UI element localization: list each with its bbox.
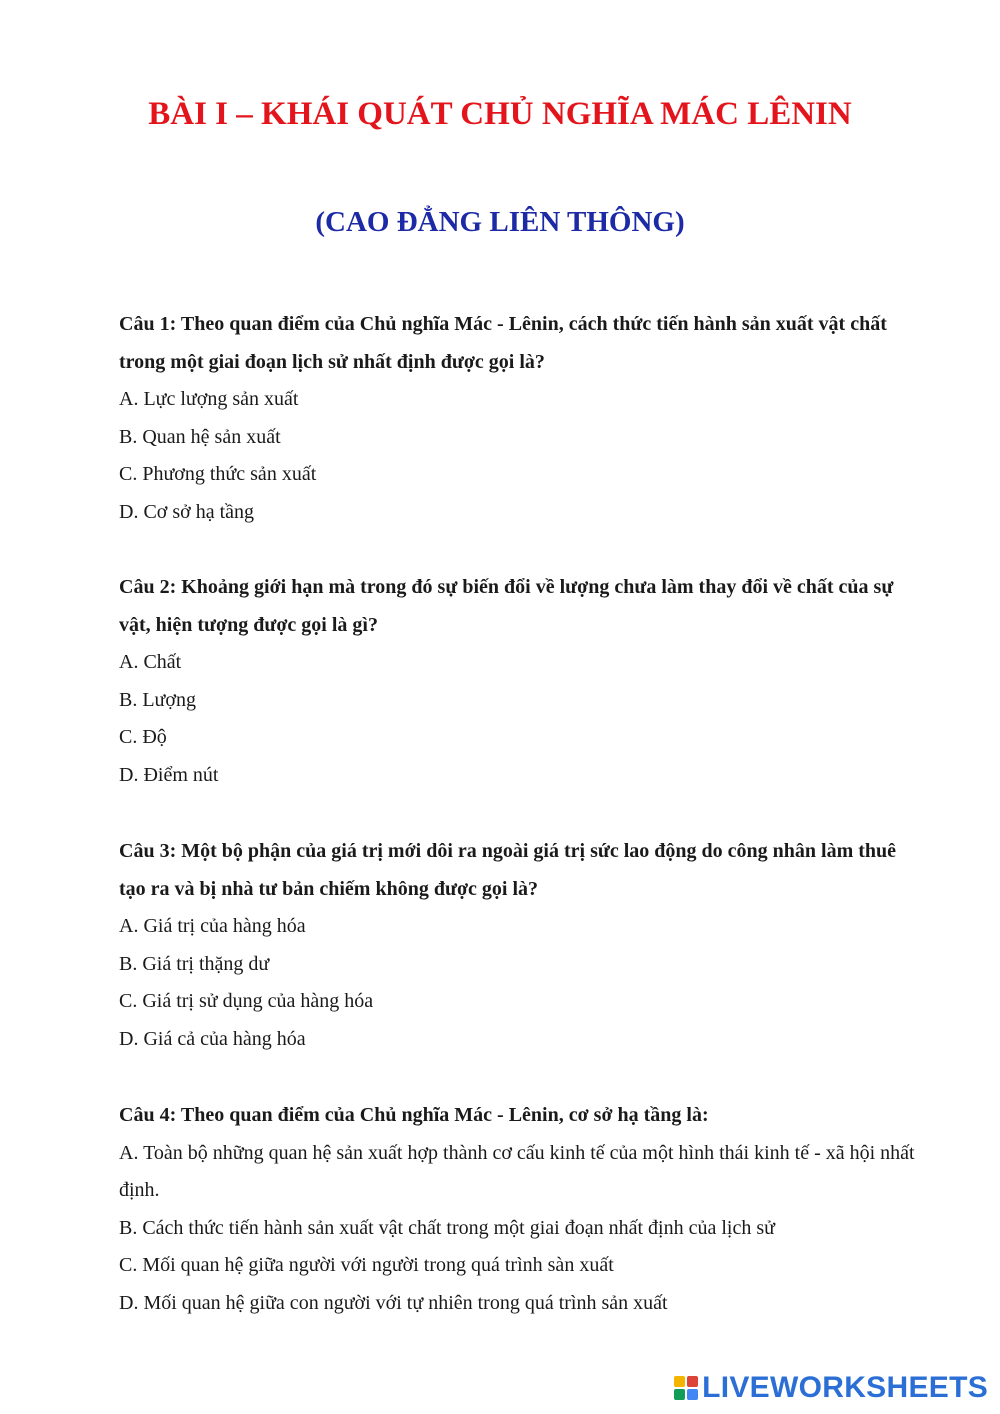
option-b: B. Giá trị thặng dư — [119, 952, 270, 975]
option-c: C. Giá trị sử dụng của hàng hóa — [119, 990, 374, 1012]
logo-text: LIVEWORKSHEETS — [702, 1371, 988, 1404]
page-subtitle: (CAO ĐẲNG LIÊN THÔNG) — [315, 206, 685, 238]
question-text: Câu 4: Theo quan điểm của Chủ nghĩa Mác - Lênin, cơ sở hạ tầng là: — [119, 1104, 709, 1126]
option-c: C. Phương thức sản xuất — [119, 463, 317, 485]
liveworksheets-logo[interactable] — [674, 1370, 988, 1406]
question-4 — [119, 1097, 919, 1322]
option-a: A. Toàn bộ những quan hệ sản xuất hợp thành cơ cấu kinh tế của một hình thái kinh tế - xã hội nhất định. — [119, 1141, 915, 1201]
question-1 — [119, 306, 919, 531]
liveworksheets-logo-icon — [674, 1376, 698, 1400]
option-b: B. Cách thức tiến hành sản xuất vật chất trong một giai đoạn nhất định của lịch sử — [119, 1216, 775, 1239]
option-d: D. Mối quan hệ giữa con người với tự nhiên trong quá trình sản xuất — [119, 1291, 668, 1314]
question-2 — [119, 569, 919, 794]
option-d: D. Giá cả của hàng hóa — [119, 1027, 306, 1050]
option-a: A. Chất — [119, 651, 182, 673]
question-text: Câu 1: Theo quan điểm của Chủ nghĩa Mác - Lênin, cách thức tiến hành sản xuất vật chất trong một giai đoạn lịch sử nhất định được gọi là? — [119, 313, 887, 373]
question-3 — [119, 833, 919, 1058]
option-b: B. Lượng — [119, 688, 196, 711]
option-a: A. Giá trị của hàng hóa — [119, 915, 306, 937]
page-title: BÀI I – KHÁI QUÁT CHỦ NGHĨA MÁC LÊNIN — [148, 96, 852, 132]
question-text: Câu 2: Khoảng giới hạn mà trong đó sự biến đổi về lượng chưa làm thay đổi về chất của sự vật, hiện tượng được gọi là gì? — [119, 576, 894, 636]
option-c: C. Mối quan hệ giữa người với người trong quá trình sàn xuất — [119, 1254, 614, 1276]
option-d: D. Điểm nút — [119, 763, 219, 786]
option-c: C. Độ — [119, 726, 167, 748]
option-b: B. Quan hệ sản xuất — [119, 425, 281, 448]
option-d: D. Cơ sở hạ tầng — [119, 500, 255, 523]
option-a: A. Lực lượng sản xuất — [119, 388, 299, 410]
question-text: Câu 3: Một bộ phận của giá trị mới dôi ra ngoài giá trị sức lao động do công nhân làm thuê tạo ra và bị nhà tư bản chiếm không được gọi là? — [119, 840, 897, 900]
